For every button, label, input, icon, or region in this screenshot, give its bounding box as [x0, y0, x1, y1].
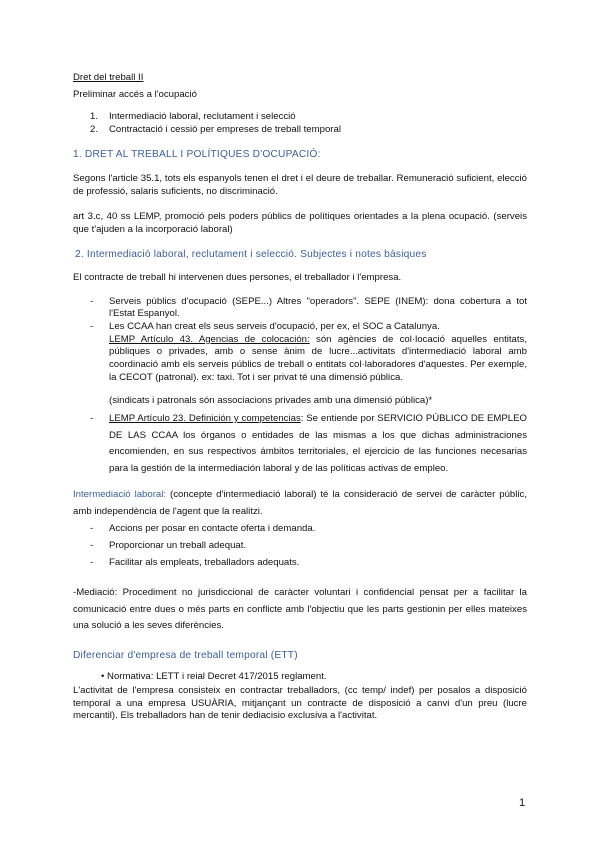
ett-heading: Diferenciar d'empresa de treball temporal (ETT)	[73, 649, 298, 661]
document-title: Dret del treball II	[73, 72, 144, 83]
list-item: - Accions per posar en contacte oferta i demanda.	[90, 523, 316, 535]
section-1-paragraph: art 3.c, 40 ss LEMP, promoció pels poders públics de polítiques orientades a la plena ocupació. (serveis que t'ajuden a la incorporació laboral)	[73, 211, 527, 236]
list-item: - Facilitar als empleats, treballadors adequats.	[90, 557, 300, 569]
intermediacio-label: Intermediació laboral:	[73, 489, 167, 501]
list-item: - Serveis públics d'ocupació (SEPE...) Altres "operadors". SEPE (INEM): dona cobertura a tot l'Estat Espanyol.	[90, 295, 527, 320]
mediacio-paragraph: -Mediació: Procediment no jurisdiccional de caràcter voluntari i confidencial pensat per a facilitar la comunicació entre dues o més parts en conflicte amb l'objectiu que les parts gestionin per elles mateixes una solució a les seves diferències.	[73, 587, 527, 632]
list-item: - LEMP Artículo 23. Definición y competencias: Se entiende por SERVICIO PÚBLICO DE EMPLEO DE LAS CCAA los órganos o entidades de las mismas a los que dichas administraciones encomienden, en sus respectivos ámbitos territoriales, el ejercicio de las funciones necesarias para la gestión de la intermediación laboral y de las políticas activas de empleo.	[90, 413, 528, 474]
list-item: - Proporcionar un treball adequat.	[90, 540, 247, 552]
intermediacio-list	[73, 520, 527, 571]
outline-item: 1. Intermediació laboral, reclutament i selecció	[90, 111, 296, 123]
outline-item: 2. Contractació i cessió per empreses de treball temporal	[90, 123, 341, 135]
section-1-heading: 1. DRET AL TREBALL I POLÍTIQUES D'OCUPACIÓ:	[73, 148, 321, 160]
outline-list	[73, 111, 527, 136]
lemp-43-reference: LEMP Artículo 43. Agencias de colocación:	[109, 333, 310, 345]
note: (sindicats i patronals són associacions privades amb una dimensió pública)*	[109, 395, 433, 407]
page-number: 1	[519, 797, 526, 809]
intermediacio-paragraph: Intermediació laboral: (concepte d'intermediació laboral) té la consideració de servei de caràcter públic, amb independència de l'agent que la realitzi.	[73, 489, 527, 517]
subjects-list-2	[73, 411, 527, 477]
subjects-list	[73, 296, 527, 385]
ett-normativa: • Normativa: LETT i reial Decret 417/2015 reglament.	[101, 671, 327, 683]
section-2-heading: 2. Intermediació laboral, reclutament i selecció. Subjectes i notes bàsiques	[75, 248, 427, 260]
lemp-23-reference: LEMP Artículo 23. Definición y competencias	[109, 413, 301, 425]
section-2-intro: El contracte de treball hi intervenen dues persones, el treballador i l'empresa.	[73, 272, 402, 284]
document-page	[73, 72, 527, 723]
document-subtitle: Preliminar accés a l'ocupació	[73, 88, 197, 100]
ett-paragraph: L'activitat de l'empresa consisteix en contractar treballadors, (cc temp/ indef) per posalos a disposició temporal a una empresa USUÀRIA, mitjançant un contracte de disposició a canvi d'un preu (lucre mercantil). Els treballadors han de tenir dediacisio exclusiva a l'activitat.	[73, 684, 527, 722]
section-1-paragraph: Segons l'article 35.1, tots els espanyols tenen el dret i el deure de treballar. Remuneració suficient, elecció de professió, salaris suficients, no discriminació.	[73, 173, 527, 197]
list-item: - Les CCAA han creat els seus serveis d'ocupació, per ex, el SOC a Catalunya. LEMP Artículo 43. Agencias de colocación: són agències de col·locació aquelles entitats, públiques o privades, amb o sense ànim de lucre...activitats d'intermediació laboral amb coordinació amb els serveis públics de treball o entitats col·laboradores d'aquestes. Per exemple, la CECOT (patronal). ex: taxi. Tot i ser privat té una dimensió pública.	[90, 321, 527, 383]
